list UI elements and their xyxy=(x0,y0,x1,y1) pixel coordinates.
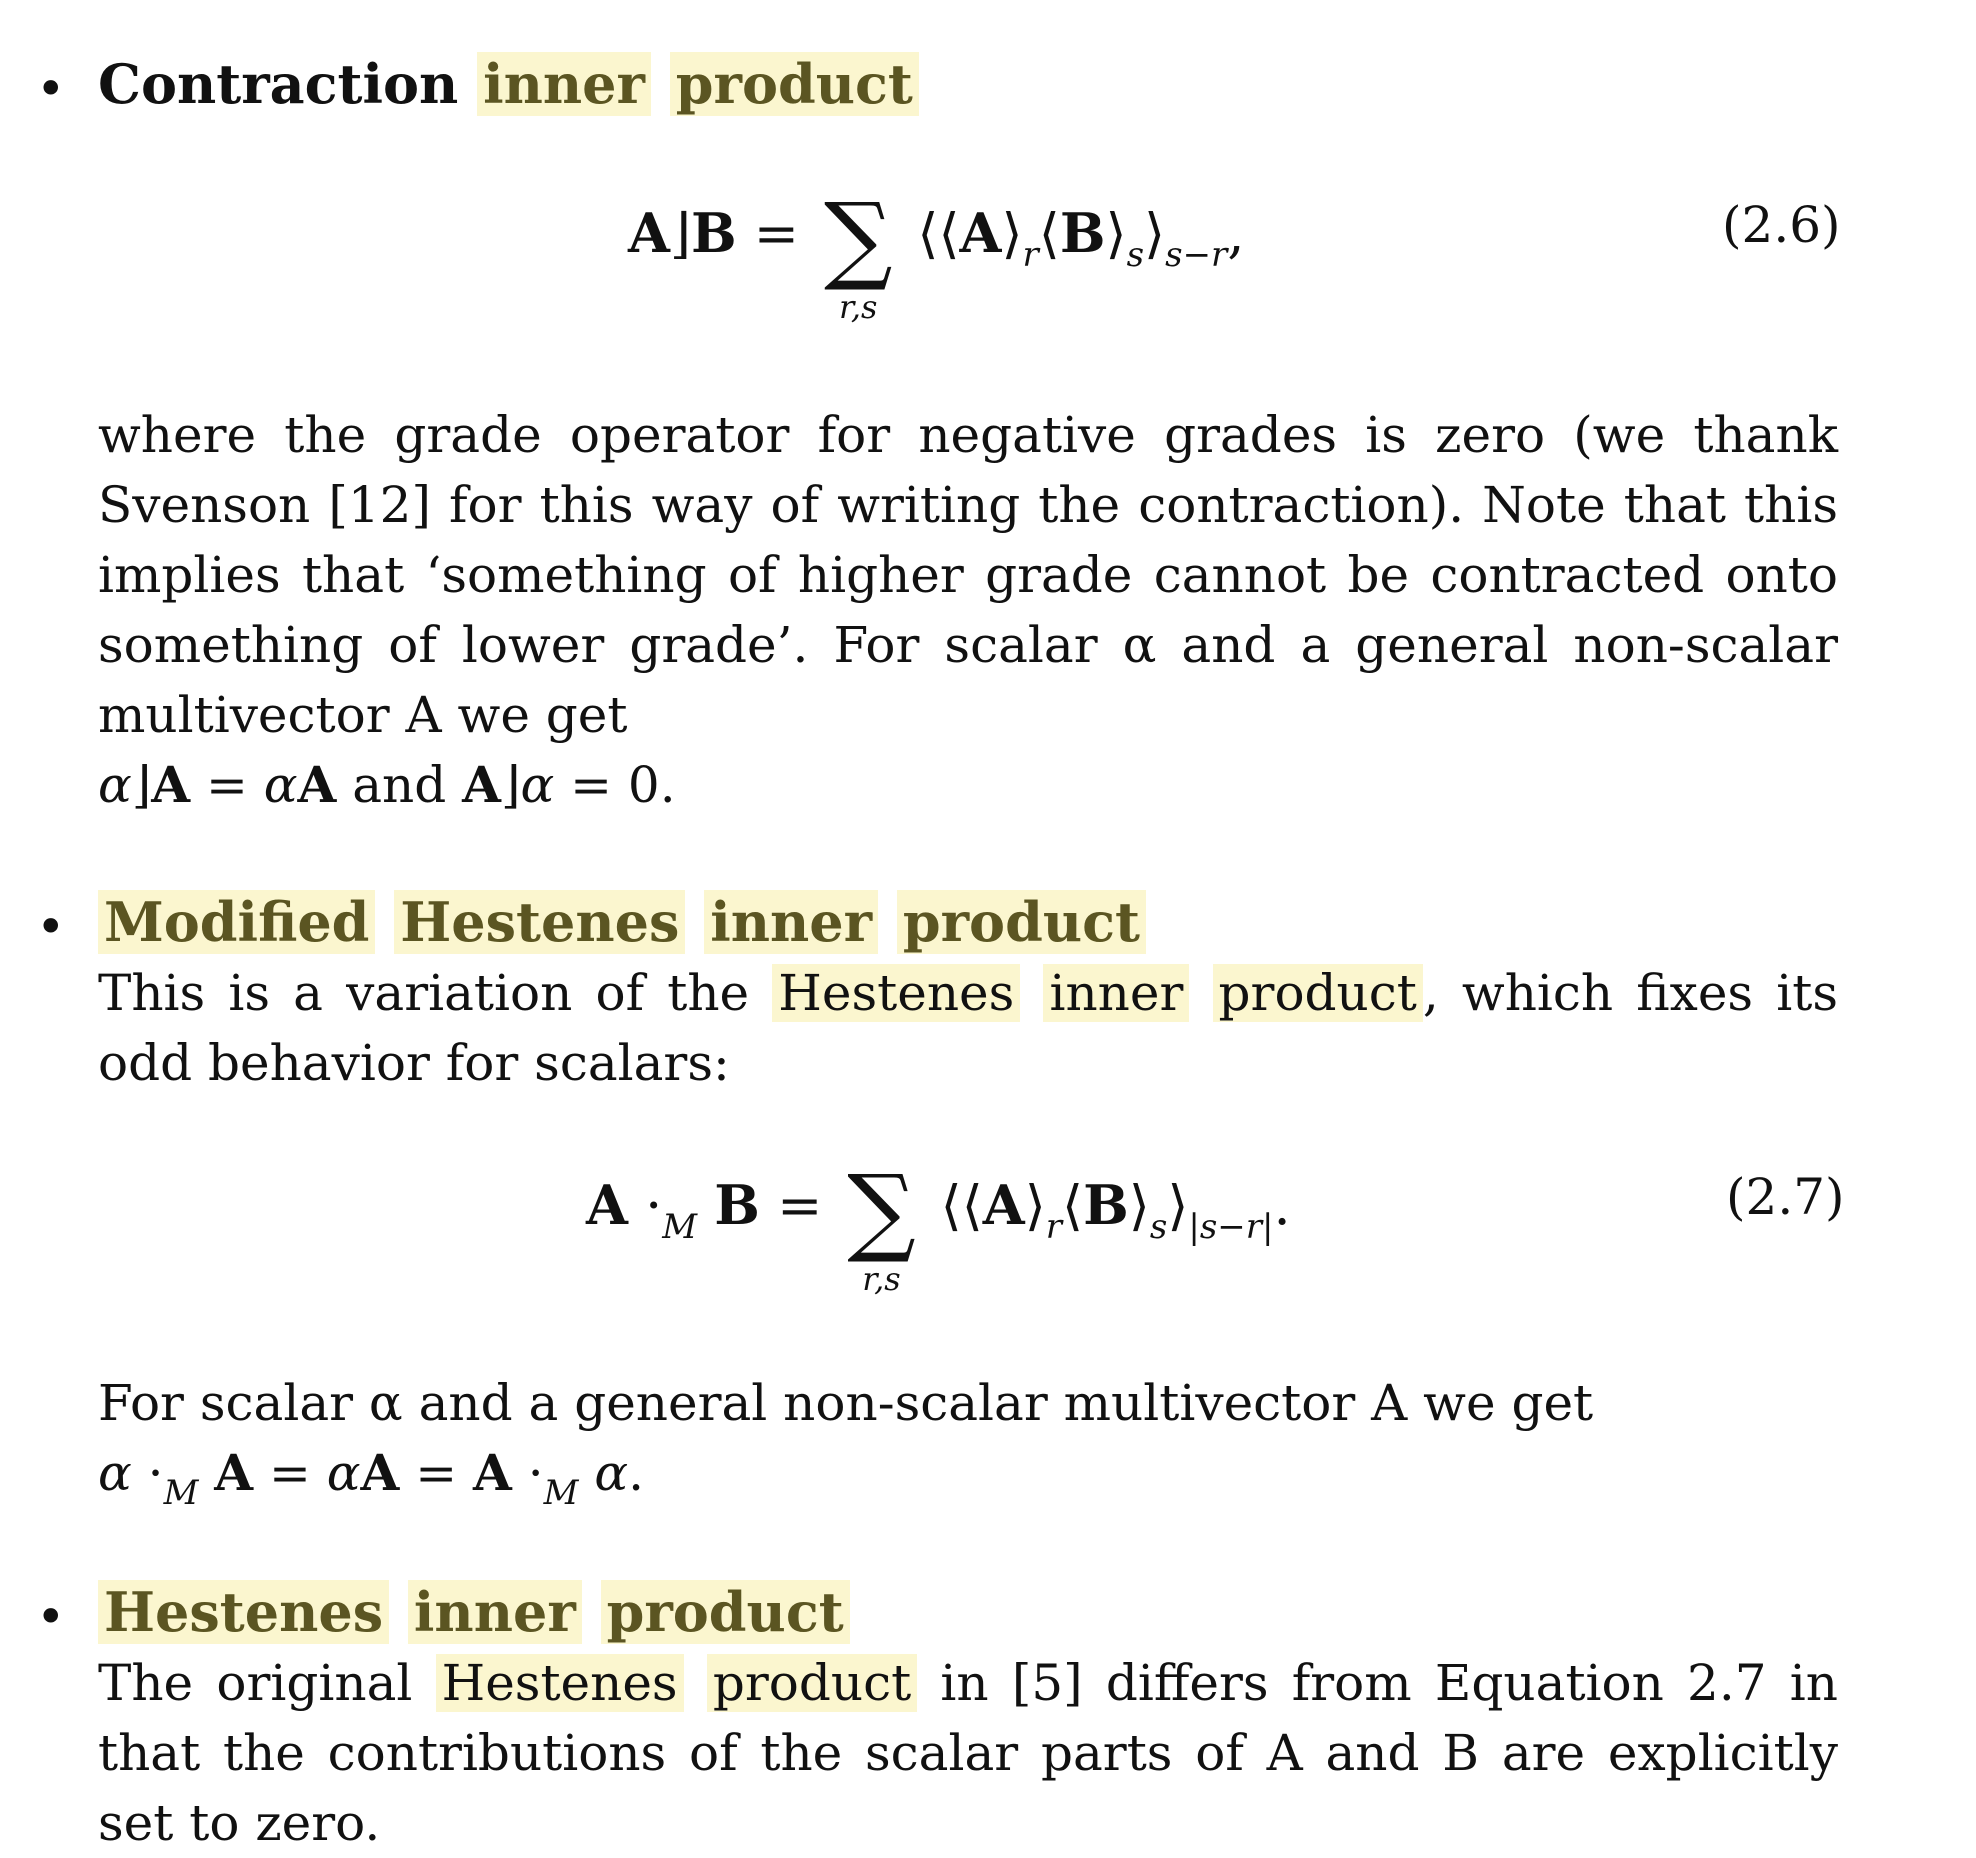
paragraph-hestenes: The original Hestenes product in [5] differs from Equation 2.7 in that the contributions of the scalar parts of A and B are explicitly set to zero. xyxy=(98,1654,1838,1852)
sum-symbol: ∑ r,s xyxy=(847,1154,916,1298)
sum-symbol: ∑ r,s xyxy=(823,182,893,326)
result-modified-hestenes: $\alpha \cdot_M$ $A = \alpha A = A \cdot_M$ α. xyxy=(98,1443,645,1513)
bullet-icon: • xyxy=(36,1588,66,1646)
paragraph-contraction: where the grade operator for negative grades is zero (we thank Svenson [12] for this way of writing the contraction). Note that this implies that ‘something of higher grade cannot be contracted onto something of lower grade’. For scalar α and a general non-scalar multivector A we get xyxy=(98,406,1838,744)
result-contraction: α⌋A = αA and A⌋α = 0. xyxy=(98,755,676,814)
section-title-modified-hestenes: Modified Hestenes inner product xyxy=(98,890,1146,954)
equation-2-7: $A \cdot_M$ B = ∑ r,s $⟨⟨A⟩_r⟨B⟩_s⟩_{|s-r|}$. xyxy=(586,1154,1291,1298)
paragraph-modified-hestenes: For scalar α and a general non-scalar multivector A we get xyxy=(98,1374,1594,1432)
bullet-icon: • xyxy=(36,898,66,956)
intro-modified-hestenes: This is a variation of the Hestenes inner product , which fixes its odd behavior for scalars: xyxy=(98,964,1838,1092)
equation-number: (2.6) xyxy=(1722,196,1841,254)
section-title-contraction: Contraction inner product xyxy=(98,52,919,116)
section-title-hestenes: Hestenes inner product xyxy=(98,1580,850,1644)
bullet-icon: • xyxy=(36,60,66,118)
equation-number: (2.7) xyxy=(1726,1168,1845,1226)
equation-2-6: A⌋B = ∑ r,s $⟨⟨A⟩_r⟨B⟩_s⟩_{s-r}$, xyxy=(628,182,1245,326)
